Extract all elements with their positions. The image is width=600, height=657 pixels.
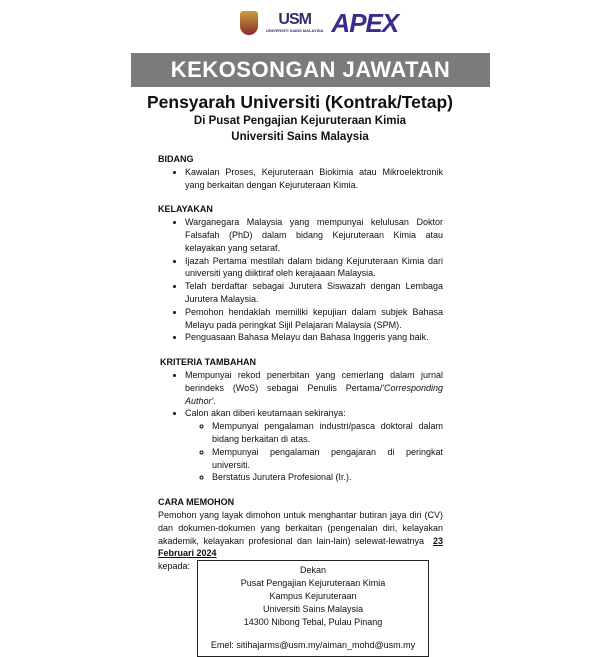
address-line: Kampus Kejuruteraan	[269, 591, 357, 602]
list-item: • Ijazah Pertama mestilah dalam bidang Kejuruteraan Kimia dari universiti yang diiktiraf oleh kerajaaan Malaysia.	[185, 255, 443, 281]
usm-logo: USM UNIVERSITI SAINS MALAYSIA	[266, 11, 324, 33]
kepada-label: kepada:	[158, 561, 191, 572]
apex-logo: APEX	[331, 8, 399, 38]
send-to-row	[158, 560, 600, 657]
vacancy-banner: KEKOSONGAN JAWATAN	[131, 53, 490, 87]
address-line: Universiti Sains Malaysia	[262, 604, 364, 615]
list-item: • Warganegara Malaysia yang mempunyai kelulusan Doktor Falsafah (PhD) dalam bidang Kejuruteraan Kimia atau kelayakan yang setaraf.	[185, 216, 443, 254]
logos	[240, 6, 600, 40]
position-title: Pensyarah Universiti (Kontrak/Tetap)	[146, 92, 453, 112]
usm-crest-logo	[240, 11, 258, 35]
address-box	[197, 560, 429, 657]
email-line: Emel: sitihajarms@usm.my/aiman_mohd@usm.my	[210, 640, 416, 651]
section-heading-kriteria: KRITERIA TAMBAHAN	[160, 357, 256, 368]
application-text: Pemohon yang layak dimohon untuk menghantar butiran jaya diri (CV) dan dokumen-dokumen yang berkaitan (pengenalan diri, kelayakan akademik, kelayakan profesional dan lain-lain) selewat-lewatnya 23 Februari 2024	[158, 509, 443, 559]
list-item: • Telah berdaftar sebagai Jurutera Siswazah dengan Lembaga Jurutera Malaysia.	[185, 280, 443, 306]
section-heading-cara: CARA MEMOHON	[158, 497, 235, 508]
deadline-date: 23 Februari 2024	[158, 535, 443, 559]
sub-list-item: ◦ Mempunyai pengalaman pengajaran di peringkat universiti.	[212, 446, 443, 472]
address-line: Pusat Pengajian Kejuruteraan Kimia	[240, 578, 386, 589]
section-heading-kelayakan: KELAYAKAN	[158, 204, 213, 215]
list-item: • Kawalan Proses, Kejuruteraan Biokimia atau Mikroelektronik yang berkaitan dengan Kejuruteraan Kimia.	[185, 166, 443, 192]
section-heading-bidang: BIDANG	[158, 154, 194, 164]
document-body	[158, 153, 443, 560]
list-item: • Mempunyai rekod penerbitan yang cemerlang dalam jurnal berindeks (WoS) sebagai Penulis Pertama/'Corresponding Author'.	[185, 369, 443, 407]
address-line: 14300 Nibong Tebal, Pulau Pinang	[243, 617, 383, 628]
sub-list-item: ◦ Berstatus Jurutera Profesional (Ir.).	[212, 471, 443, 484]
sub-list-item: ◦ Mempunyai pengalaman industri/pasca doktoral dalam bidang berkaitan di atas.	[212, 420, 443, 446]
list-item: • Penguasaan Bahasa Melayu dan Bahasa Inggeris yang baik.	[185, 331, 443, 344]
address-line: Dekan	[299, 565, 326, 576]
university-subtitle: Universiti Sains Malaysia	[231, 131, 369, 143]
list-item: • Calon akan diberi keutamaan sekiranya: ◦ Mempunyai pengalaman industri/pasca doktoral dalam bidang berkaitan di atas. ◦ Mempunyai pengalaman pengajaran di peringkat universiti. ◦ Berstatus Jurutera Profesional (Ir.).	[185, 407, 443, 484]
school-subtitle: Di Pusat Pengajian Kejuruteraan Kimia	[193, 115, 407, 127]
list-item: • Pemohon hendaklah memiliki kepujian dalam subjek Bahasa Melayu pada peringkat Sijil Pelajaran Malaysia (SPM).	[185, 306, 443, 332]
